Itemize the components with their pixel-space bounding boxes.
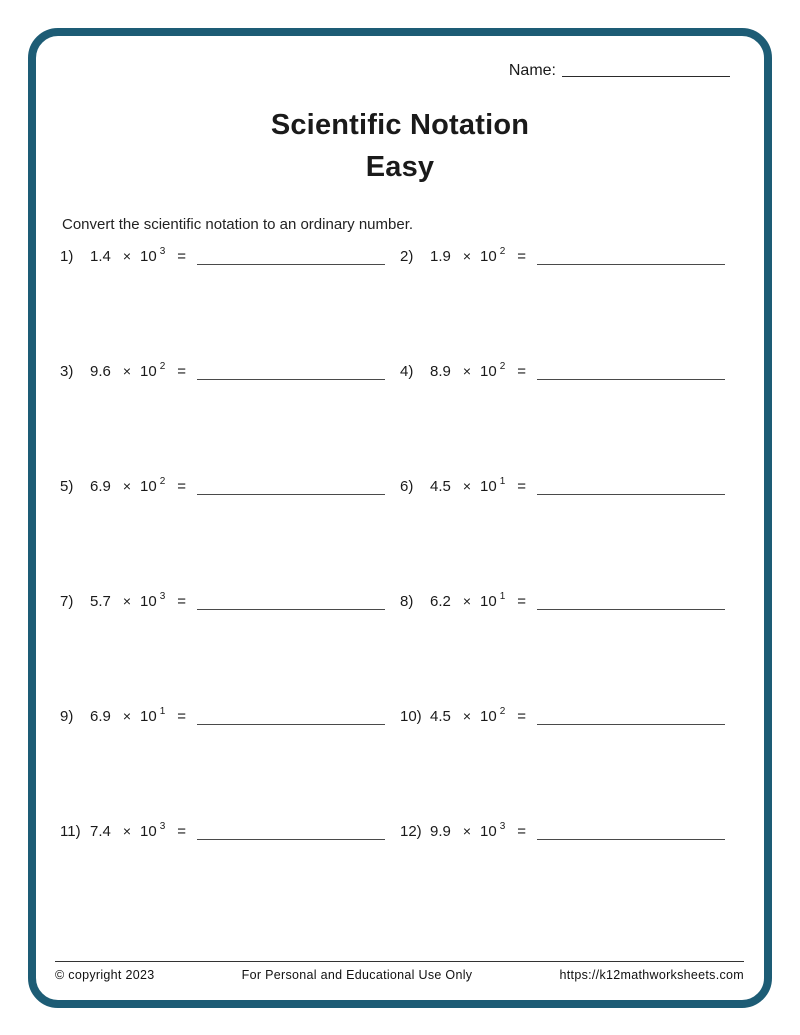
answer-blank[interactable]	[197, 252, 385, 265]
problems-grid	[60, 247, 750, 937]
equals-sign: =	[517, 593, 527, 610]
multiplication-sign: ×	[462, 593, 472, 609]
problem-number: 8)	[400, 593, 414, 610]
footer-divider	[55, 961, 744, 962]
equals-sign: =	[177, 363, 187, 380]
instructions-text: Convert the scientific notation to an ordinary number.	[62, 216, 414, 233]
equals-sign: =	[517, 823, 527, 840]
equals-sign: =	[517, 708, 527, 725]
multiplication-sign: ×	[122, 593, 132, 609]
problem-number: 7)	[60, 593, 74, 610]
exponent: 2	[159, 361, 166, 372]
coefficient: 9.9	[430, 823, 451, 840]
problem-item-11	[60, 822, 400, 937]
base-ten: 10 $^2$	[480, 361, 506, 380]
answer-blank[interactable]	[537, 482, 725, 495]
problem-number: 2)	[400, 248, 414, 265]
problem-item-3	[60, 362, 400, 477]
multiplication-sign: ×	[122, 478, 132, 494]
problem-number: 6)	[400, 478, 414, 495]
multiplication-sign: ×	[122, 823, 132, 839]
coefficient: 6.9	[90, 478, 111, 495]
name-field-row	[509, 60, 730, 80]
coefficient: 5.7	[90, 593, 111, 610]
coefficient: 9.6	[90, 363, 111, 380]
website-url[interactable]: https://k12mathworksheets.com	[559, 968, 744, 982]
coefficient: 4.5	[430, 478, 451, 495]
equals-sign: =	[517, 248, 527, 265]
problem-number: 1)	[60, 248, 74, 265]
title-line-1: Scientific Notation	[270, 109, 530, 141]
equals-sign: =	[177, 478, 187, 495]
multiplication-sign: ×	[462, 248, 472, 264]
coefficient: 8.9	[430, 363, 451, 380]
base-ten: 10 $^3$	[140, 591, 166, 610]
usage-text: For Personal and Educational Use Only	[241, 968, 473, 982]
exponent: 3	[159, 821, 166, 832]
problem-item-10	[400, 707, 750, 822]
copyright-text: © copyright 2023	[55, 968, 155, 982]
coefficient: 1.9	[430, 248, 451, 265]
exponent: 2	[159, 476, 166, 487]
equals-sign: =	[177, 593, 187, 610]
coefficient: 1.4	[90, 248, 111, 265]
problem-number: 12)	[400, 823, 422, 840]
base-ten: 10 $^1$	[480, 591, 506, 610]
problem-number: 11)	[60, 823, 81, 840]
equals-sign: =	[177, 708, 187, 725]
problem-item-4	[400, 362, 750, 477]
answer-blank[interactable]	[197, 712, 385, 725]
problem-item-9	[60, 707, 400, 822]
base-ten: 10 $^2$	[140, 476, 166, 495]
multiplication-sign: ×	[122, 708, 132, 724]
base-ten: 10 $^3$	[140, 821, 166, 840]
answer-blank[interactable]	[537, 827, 725, 840]
problem-item-6	[400, 477, 750, 592]
coefficient: 6.9	[90, 708, 111, 725]
base-ten: 10 $^3$	[140, 246, 166, 265]
answer-blank[interactable]	[197, 367, 385, 380]
equals-sign: =	[517, 363, 527, 380]
problem-item-8	[400, 592, 750, 707]
problem-number: 10)	[400, 708, 422, 725]
base-ten: 10 $^1$	[140, 706, 166, 725]
coefficient: 6.2	[430, 593, 451, 610]
footer	[55, 968, 744, 982]
base-ten: 10 $^2$	[140, 361, 166, 380]
exponent: 2	[499, 246, 506, 257]
exponent: 2	[499, 706, 506, 717]
answer-blank[interactable]	[537, 712, 725, 725]
multiplication-sign: ×	[462, 363, 472, 379]
problem-number: 4)	[400, 363, 414, 380]
exponent: 1	[159, 706, 166, 717]
answer-blank[interactable]	[197, 827, 385, 840]
equals-sign: =	[177, 823, 187, 840]
answer-blank[interactable]	[537, 367, 725, 380]
multiplication-sign: ×	[462, 823, 472, 839]
multiplication-sign: ×	[122, 248, 132, 264]
title-line-2: Easy	[365, 151, 435, 183]
answer-blank[interactable]	[197, 482, 385, 495]
coefficient: 4.5	[430, 708, 451, 725]
problem-item-2	[400, 247, 750, 362]
problem-item-5	[60, 477, 400, 592]
base-ten: 10 $^3$	[480, 821, 506, 840]
problem-number: 9)	[60, 708, 74, 725]
answer-blank[interactable]	[197, 597, 385, 610]
equals-sign: =	[177, 248, 187, 265]
exponent: 2	[499, 361, 506, 372]
base-ten: 10 $^2$	[480, 246, 506, 265]
answer-blank[interactable]	[537, 597, 725, 610]
problem-item-12	[400, 822, 750, 937]
exponent: 3	[159, 591, 166, 602]
problem-number: 3)	[60, 363, 74, 380]
name-blank[interactable]	[562, 62, 730, 77]
multiplication-sign: ×	[462, 708, 472, 724]
problem-item-7	[60, 592, 400, 707]
problem-item-1	[60, 247, 400, 362]
problem-number: 5)	[60, 478, 74, 495]
multiplication-sign: ×	[122, 363, 132, 379]
exponent: 3	[499, 821, 506, 832]
base-ten: 10 $^1$	[480, 476, 506, 495]
exponent: 3	[159, 246, 166, 257]
coefficient: 7.4	[90, 823, 111, 840]
name-label: Name:	[508, 62, 556, 79]
exponent: 1	[499, 591, 506, 602]
multiplication-sign: ×	[462, 478, 472, 494]
answer-blank[interactable]	[537, 252, 725, 265]
page-title	[0, 104, 800, 188]
base-ten: 10 $^2$	[480, 706, 506, 725]
equals-sign: =	[517, 478, 527, 495]
exponent: 1	[499, 476, 506, 487]
